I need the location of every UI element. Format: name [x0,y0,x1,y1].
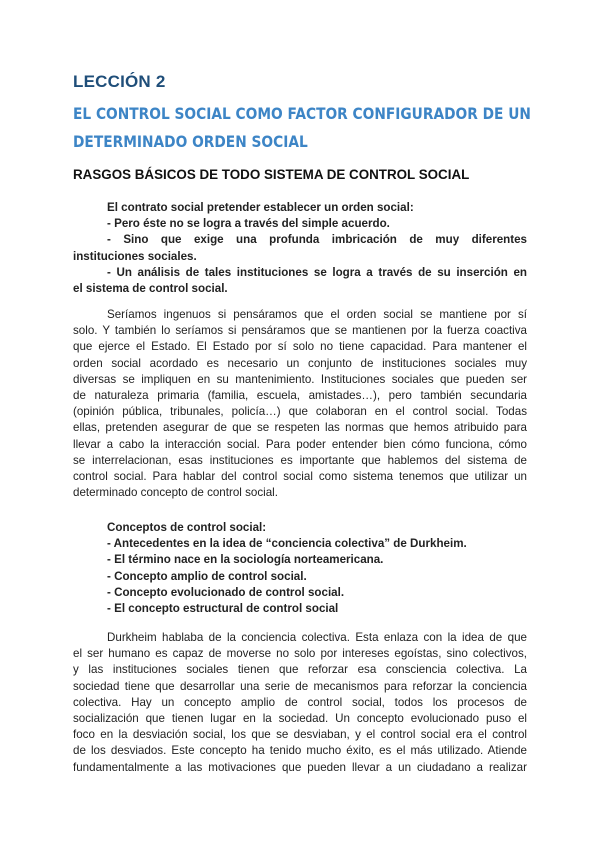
concepts-block [73,520,527,617]
lesson-title [73,100,531,156]
concept-item: - El término nace en la sociología norteamericana. [107,553,384,567]
paragraph-line: y las instituciones sociales tienen que reforzar esa consciencia colectiva. La [73,663,527,677]
concept-item: - Concepto amplio de control social. [107,569,307,583]
paragraph-line: (opinión pública, tribunales, policía…) que colaboran en el control social. Todas [73,405,527,419]
paragraph-line: orden social acordado es necesario un conjunto de instituciones sociales muy [73,356,527,370]
concept-item: - Antecedentes en la idea de “conciencia colectiva” de Durkheim. [107,537,467,551]
title-line: EL CONTROL SOCIAL COMO FACTOR CONFIGURADOR DE UN [73,104,531,123]
paragraph-line: Durkheim hablaba de la conciencia colectiva. Esta enlaza con la idea de que [107,631,527,644]
paragraph-line: ellas, pretenden asegurar de que se respeten las normas que hemos atribuido para [73,421,527,435]
paragraph-line: determinado concepto de control social. [73,486,278,500]
title-line: DETERMINADO ORDEN SOCIAL [73,132,308,151]
paragraph-line: sociedad tiene que desarrollar una serie de mecanismos para reforzar la conciencia [73,679,527,693]
paragraph-line: socialización que tienen lugar en la sociedad. Un concepto evolucionado puso el [73,712,527,726]
contract-block [73,200,527,297]
paragraph-2 [73,630,527,776]
paragraph-line: colectiva. Hay un concepto amplio de control social, todos los procesos de [73,695,527,709]
paragraph-line: foco en la desviación social, los que se desviaban, y el control social era el control [73,728,527,742]
section-heading: RASGOS BÁSICOS DE TODO SISTEMA DE CONTROL SOCIAL [73,167,470,182]
contract-line: - Un análisis de tales instituciones se logra a través de su inserción en [107,265,527,279]
concept-item: - Concepto evolucionado de control social. [107,585,345,599]
contract-line: el sistema de control social. [73,282,228,296]
paragraph-line: diversas se impliquen en su mantenimiento. Instituciones sociales que pueden ser [73,372,527,386]
contract-line: - Pero éste no se logra a través del simple acuerdo. [107,217,390,231]
paragraph-line: se interrelacionan, esas instituciones es importante que hablemos del sistema de [73,453,527,467]
paragraph-1 [73,307,527,501]
contract-line: - Sino que exige una profunda imbricación de muy diferentes [107,233,527,247]
lesson-label: LECCIÓN 2 [73,72,166,91]
paragraph-line: control social. Para hablar del control social como sistema tenemos que utilizar un [73,470,527,484]
paragraph-line: el ser humano es capaz de moverse no solo por intereses egoístas, sino colectivos, [73,647,527,661]
paragraph-line: de los desviados. Este concepto ha tenido mucho éxito, es el más utilizado. Atiende [73,744,527,758]
paragraph-line: fundamentalmente a las motivaciones que pueden llevar a un ciudadano a realizar [73,760,527,774]
paragraph-line: llevar a cabo la interacción social. Para poder entender bien cómo funciona, cómo [73,437,527,451]
paragraph-line: que ejerce el Estado. El Estado por sí solo no tiene capacidad. Para mantener el [73,340,527,354]
concept-item: - El concepto estructural de control social [107,602,339,616]
paragraph-line: de naturaleza primaria (familia, escuela, amistades…), pero también secundaria [73,389,527,403]
contract-line: instituciones sociales. [73,249,197,263]
paragraph-line: solo. Y también lo seríamos si pensáramos que se mantienen por la fuerza coactiva [73,324,527,338]
contract-intro: El contrato social pretender establecer un orden social: [107,201,414,214]
concepts-heading: Conceptos de control social: [107,521,267,534]
paragraph-line: Seríamos ingenuos si pensáramos que el orden social se mantiene por sí [107,308,527,321]
